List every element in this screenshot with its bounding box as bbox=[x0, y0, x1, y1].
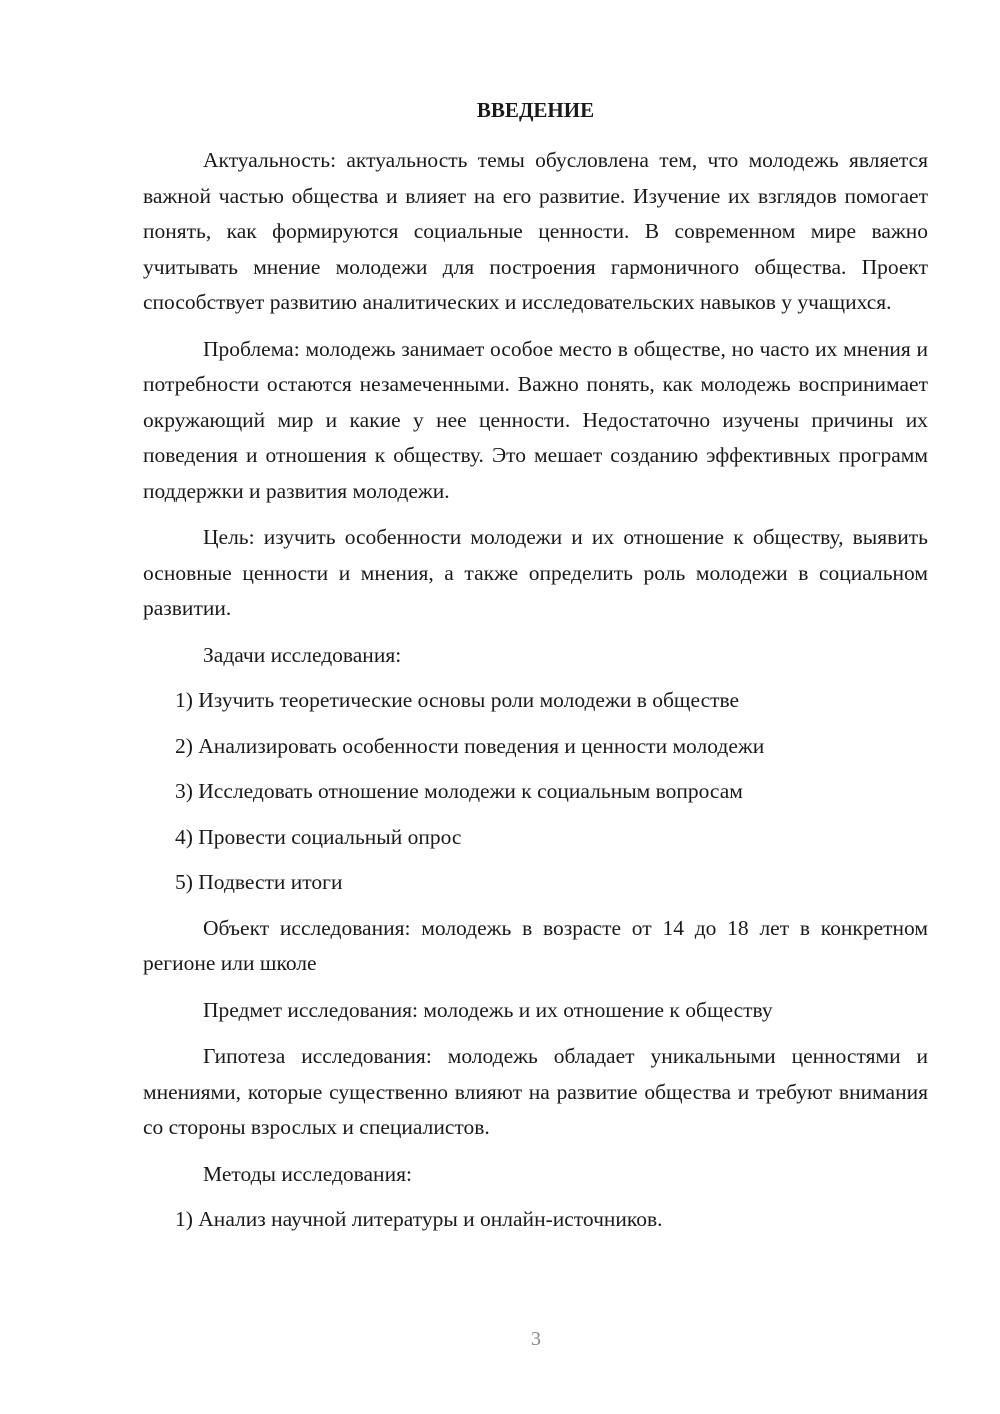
problem-paragraph: Проблема: молодежь занимает особое место в обществе, но часто их мнения и потребности остаются незамеченными. Важно понять, как молодежь воспринимает окружающий мир и какие у нее ценности. Недостаточно изучены причины их поведения и отношения к обществу. Это мешает созданию эффективных программ поддержки и развития молодежи. bbox=[143, 336, 928, 503]
task-item-3: 3) Исследовать отношение молодежи к социальным вопросам bbox=[175, 779, 743, 803]
goal-paragraph: Цель: изучить особенности молодежи и их отношение к обществу, выявить основные ценности и мнения, а также определить роль молодежи в социальном развитии. bbox=[143, 525, 928, 620]
subject-paragraph: Предмет исследования: молодежь и их отношение к обществу bbox=[203, 997, 773, 1022]
hypothesis-paragraph: Гипотеза исследования: молодежь обладает уникальными ценностями и мнениями, которые существенно влияют на развитие общества и требуют внимания со стороны взрослых и специалистов. bbox=[143, 1044, 928, 1139]
relevance-paragraph: Актуальность: актуальность темы обусловлена тем, что молодежь является важной частью общества и влияет на его развитие. Изучение их взглядов помогает понять, как формируются социальные ценности. В современном мире важно учитывать мнение молодежи для построения гармоничного общества. Проект способствует развитию аналитических и исследовательских навыков у учащихся. bbox=[143, 148, 928, 314]
tasks-heading: Задачи исследования: bbox=[203, 642, 402, 667]
methods-heading: Методы исследования: bbox=[203, 1161, 412, 1186]
page-content bbox=[143, 95, 928, 1248]
object-paragraph: Объект исследования: молодежь в возрасте от 14 до 18 лет в конкретном регионе или школе bbox=[143, 915, 928, 975]
task-item-2: 2) Анализировать особенности поведения и ценности молодежи bbox=[175, 733, 765, 758]
task-item-4: 4) Провести социальный опрос bbox=[175, 824, 462, 849]
page-number: 3 bbox=[531, 1328, 541, 1350]
section-title: ВВЕДЕНИЕ bbox=[476, 98, 595, 122]
method-item-1: 1) Анализ научной литературы и онлайн-источников. bbox=[175, 1207, 663, 1231]
task-item-5: 5) Подвести итоги bbox=[175, 870, 343, 894]
task-item-1: 1) Изучить теоретические основы роли молодежи в обществе bbox=[175, 688, 740, 712]
